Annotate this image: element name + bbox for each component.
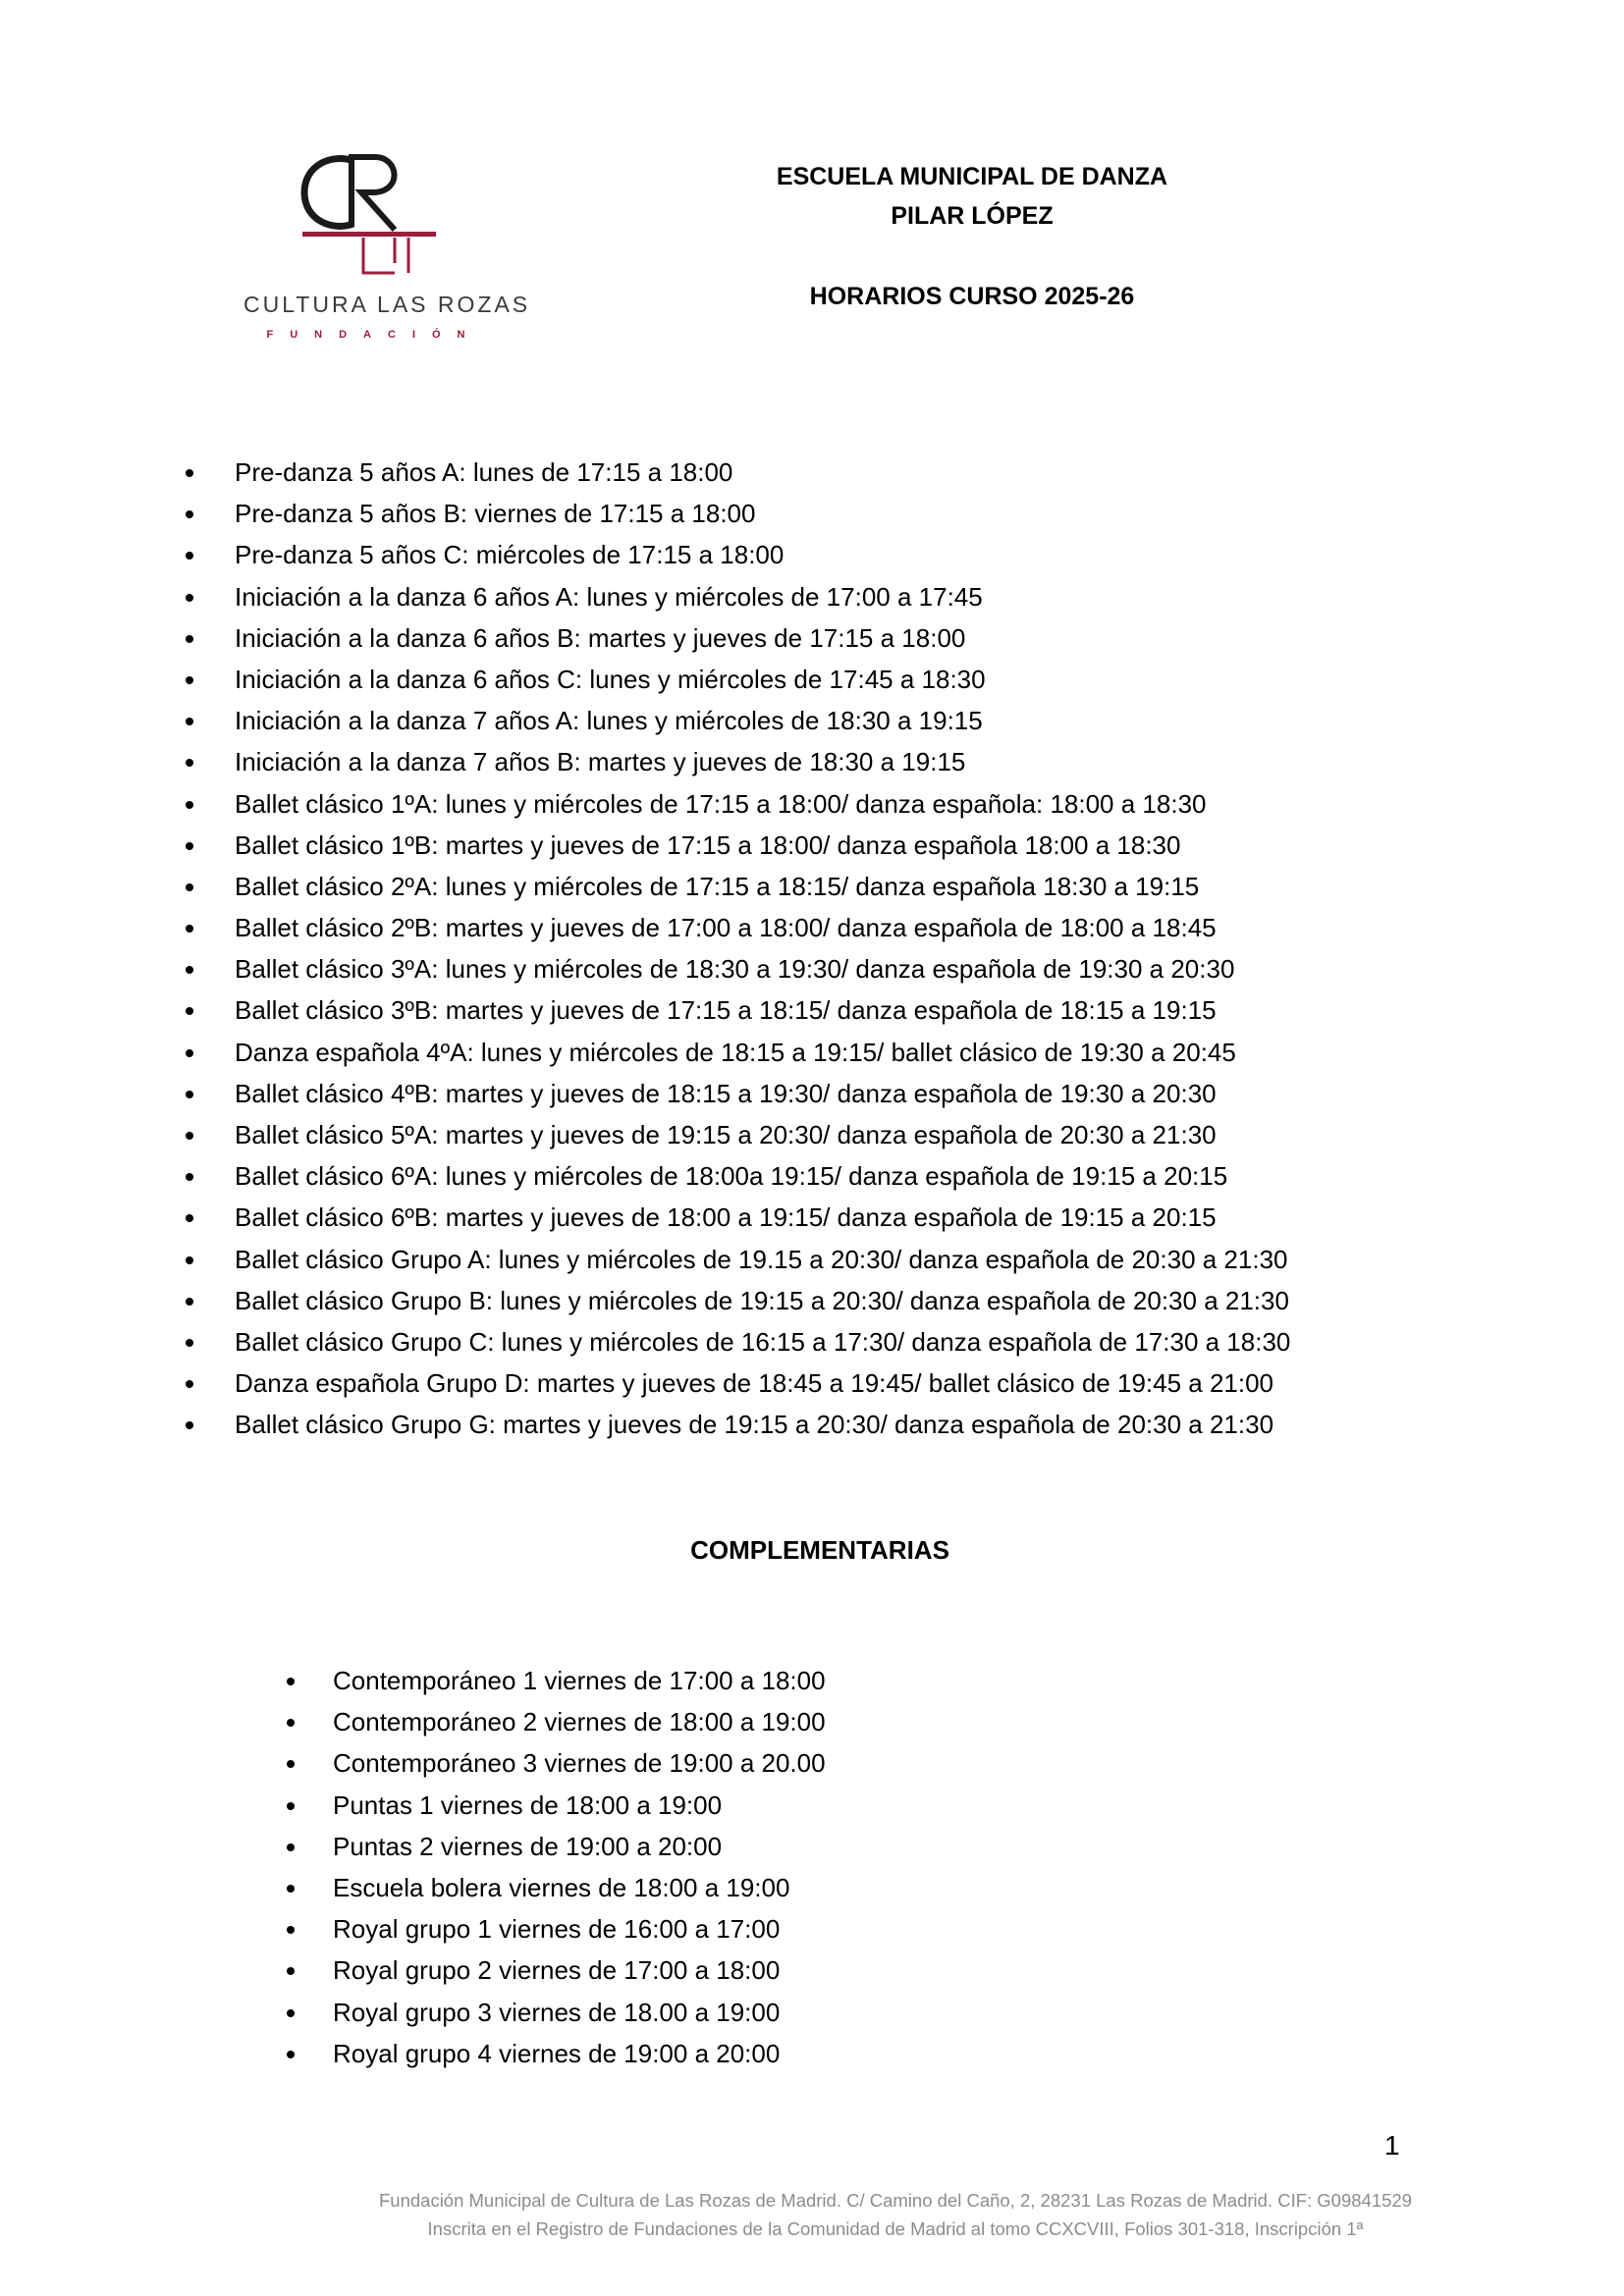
logo-name: CULTURA LAS ROZAS xyxy=(244,292,531,317)
page-number: 1 xyxy=(1384,2130,1400,2161)
list-item: Contemporáneo 3 viernes de 19:00 a 20.00 xyxy=(333,1742,826,1784)
school-title: ESCUELA MUNICIPAL DE DANZA xyxy=(776,163,1168,190)
list-item: Ballet clásico 3ºA: lunes y miércoles de 18:30 a 19:30/ danza española de 19:30 a 20:30 xyxy=(235,948,1290,989)
list-item: Puntas 1 viernes de 18:00 a 19:00 xyxy=(333,1785,826,1826)
list-item: Pre-danza 5 años B: viernes de 17:15 a 18:00 xyxy=(235,493,1290,534)
list-item: Royal grupo 3 viernes de 18.00 a 19:00 xyxy=(333,1992,826,2033)
list-item: Royal grupo 2 viernes de 17:00 a 18:00 xyxy=(333,1949,826,1991)
complementarias-list xyxy=(333,1660,826,2074)
list-item: Ballet clásico 5ºA: martes y jueves de 19:15 a 20:30/ danza española de 20:30 a 21:30 xyxy=(235,1114,1290,1155)
school-subtitle: PILAR LÓPEZ xyxy=(891,202,1054,230)
footer-line-2: Inscrita en el Registro de Fundaciones de la Comunidad de Madrid al tomo CCXCVIII, Folios 301-318, Inscripción 1ª xyxy=(427,2218,1364,2239)
list-item: Ballet clásico 4ºB: martes y jueves de 18:15 a 19:30/ danza española de 19:30 a 20:30 xyxy=(235,1073,1290,1114)
list-item: Ballet clásico 2ºA: lunes y miércoles de 17:15 a 18:15/ danza española 18:30 a 19:15 xyxy=(235,866,1290,907)
list-item: Royal grupo 1 viernes de 16:00 a 17:00 xyxy=(333,1908,826,1949)
list-item: Ballet clásico Grupo G: martes y jueves de 19:15 a 20:30/ danza española de 20:30 a 21:30 xyxy=(235,1404,1290,1445)
logo-subtitle: FUNDACIÓN xyxy=(266,329,482,341)
list-item: Ballet clásico 6ºB: martes y jueves de 18:00 a 19:15/ danza española de 19:15 a 20:15 xyxy=(235,1197,1290,1238)
list-item: Danza española Grupo D: martes y jueves de 18:45 a 19:45/ ballet clásico de 19:45 a 21:00 xyxy=(235,1362,1290,1404)
list-item: Ballet clásico 3ºB: martes y jueves de 17:15 a 18:15/ danza española de 18:15 a 19:15 xyxy=(235,989,1290,1031)
list-item: Contemporáneo 2 viernes de 18:00 a 19:00 xyxy=(333,1701,826,1742)
complementarias-title: COMPLEMENTARIAS xyxy=(690,1535,949,1565)
list-item: Ballet clásico Grupo A: lunes y miércoles de 19.15 a 20:30/ danza española de 20:30 a 21:30 xyxy=(235,1239,1290,1280)
schedule-list xyxy=(235,452,1290,1446)
list-item: Escuela bolera viernes de 18:00 a 19:00 xyxy=(333,1867,826,1908)
cultura-las-rozas-logo xyxy=(244,147,531,344)
footer-line-1: Fundación Municipal de Cultura de Las Rozas de Madrid. C/ Camino del Caño, 2, 28231 Las Rozas de Madrid. CIF: G09841529 xyxy=(378,2190,1412,2211)
list-item: Iniciación a la danza 6 años C: lunes y miércoles de 17:45 a 18:30 xyxy=(235,659,1290,700)
list-item: Iniciación a la danza 7 años A: lunes y miércoles de 18:30 a 19:15 xyxy=(235,700,1290,741)
list-item: Danza española 4ºA: lunes y miércoles de 18:15 a 19:15/ ballet clásico de 19:30 a 20:45 xyxy=(235,1032,1290,1073)
list-item: Ballet clásico 6ºA: lunes y miércoles de 18:00a 19:15/ danza española de 19:15 a 20:15 xyxy=(235,1155,1290,1197)
list-item: Ballet clásico Grupo C: lunes y miércoles de 16:15 a 17:30/ danza española de 17:30 a 18:30 xyxy=(235,1321,1290,1362)
list-item: Royal grupo 4 viernes de 19:00 a 20:00 xyxy=(333,2033,826,2074)
list-item: Iniciación a la danza 6 años B: martes y jueves de 17:15 a 18:00 xyxy=(235,617,1290,659)
list-item: Pre-danza 5 años A: lunes de 17:15 a 18:00 xyxy=(235,452,1290,493)
list-item: Contemporáneo 1 viernes de 17:00 a 18:00 xyxy=(333,1660,826,1701)
list-item: Pre-danza 5 años C: miércoles de 17:15 a 18:00 xyxy=(235,534,1290,575)
list-item: Ballet clásico 1ºA: lunes y miércoles de 17:15 a 18:00/ danza española: 18:00 a 18:30 xyxy=(235,783,1290,825)
list-item: Ballet clásico Grupo B: lunes y miércoles de 19:15 a 20:30/ danza española de 20:30 a 21:30 xyxy=(235,1280,1290,1321)
list-item: Ballet clásico 2ºB: martes y jueves de 17:00 a 18:00/ danza española de 18:00 a 18:45 xyxy=(235,907,1290,948)
list-item: Iniciación a la danza 7 años B: martes y jueves de 18:30 a 19:15 xyxy=(235,741,1290,782)
list-item: Puntas 2 viernes de 19:00 a 20:00 xyxy=(333,1826,826,1867)
list-item: Ballet clásico 1ºB: martes y jueves de 17:15 a 18:00/ danza española 18:00 a 18:30 xyxy=(235,825,1290,866)
course-title: HORARIOS CURSO 2025-26 xyxy=(809,283,1135,310)
list-item: Iniciación a la danza 6 años A: lunes y miércoles de 17:00 a 17:45 xyxy=(235,576,1290,617)
cr-monogram-icon xyxy=(293,147,450,275)
